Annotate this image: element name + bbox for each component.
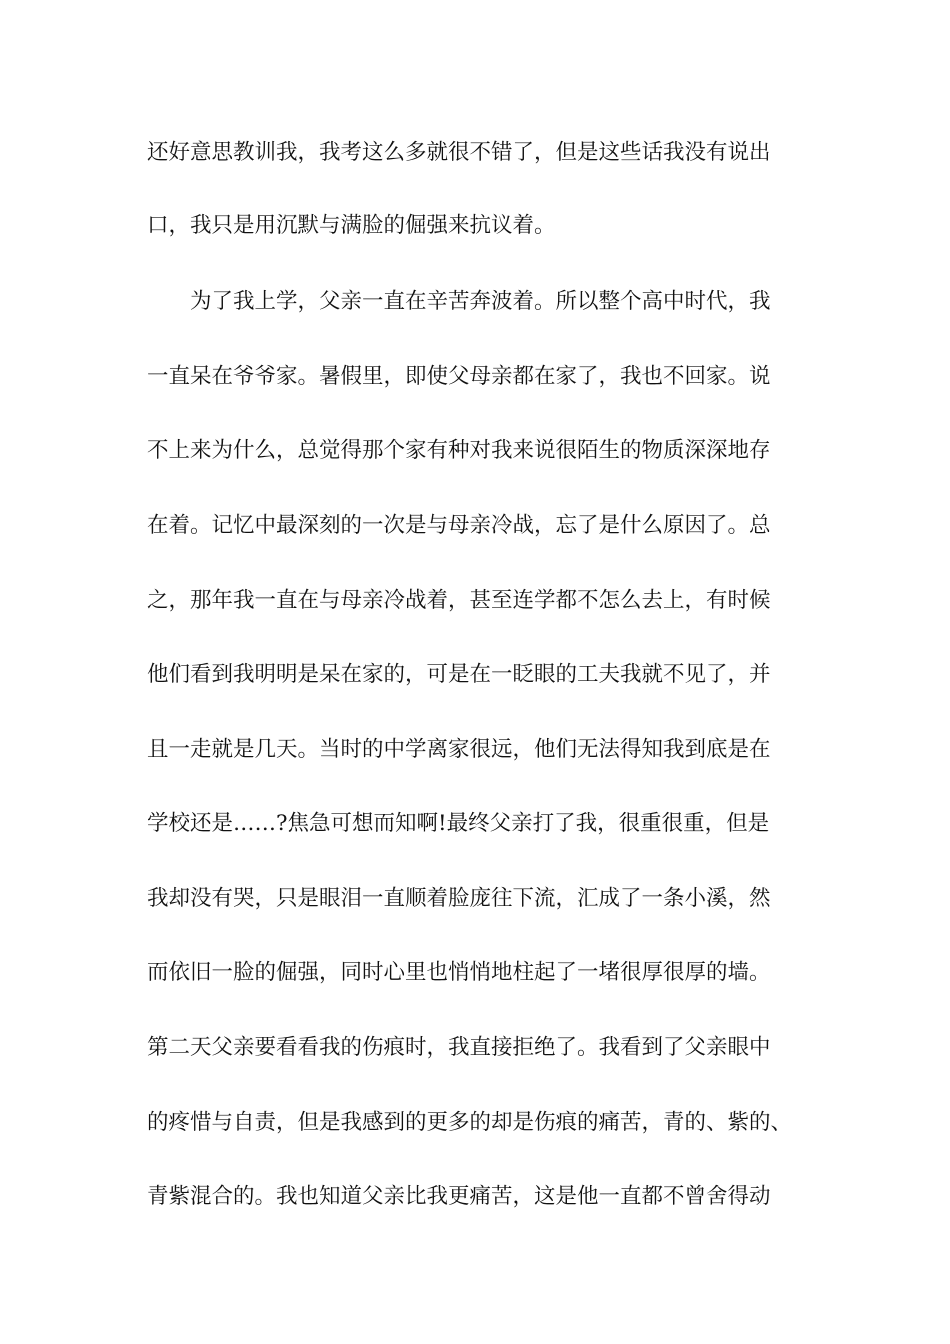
text-line-14: 的疼惜与自责，但是我感到的更多的却是伤痕的痛苦，青的、紫的、 (147, 1110, 793, 1135)
text-line-11: 我却没有哭，只是眼泪一直顺着脸庞往下流，汇成了一条小溪，然 (147, 886, 771, 911)
text-line-2: 口，我只是用沉默与满脸的倔强来抗议着。 (147, 213, 556, 238)
text-line-6: 在着。记忆中最深刻的一次是与母亲冷战，忘了是什么原因了。总 (147, 513, 771, 538)
text-line-9: 且一走就是几天。当时的中学离家很远，他们无法得知我到底是在 (147, 737, 771, 762)
text-line-7: 之，那年我一直在与母亲冷战着，甚至连学都不怎么去上，有时候 (147, 588, 771, 613)
paragraph-first-line: 为了我上学，父亲一直在辛苦奔波着。所以整个高中时代，我 (190, 289, 771, 314)
text-line-1: 还好意思教训我，我考这么多就很不错了，但是这些话我没有说出 (147, 140, 771, 165)
text-line-13: 第二天父亲要看看我的伤痕时，我直接拒绝了。我看到了父亲眼中 (147, 1035, 771, 1060)
text-line-4: 一直呆在爷爷家。暑假里，即使父母亲都在家了，我也不回家。说 (147, 364, 771, 389)
text-line-12: 而依旧一脸的倔强，同时心里也悄悄地柱起了一堵很厚很厚的墙。 (147, 960, 771, 985)
text-line-15: 青紫混合的。我也知道父亲比我更痛苦，这是他一直都不曾舍得动 (147, 1184, 771, 1209)
text-line-8: 他们看到我明明是呆在家的，可是在一眨眼的工夫我就不见了，并 (147, 662, 771, 687)
text-line-10: 学校还是……?焦急可想而知啊!最终父亲打了我，很重很重，但是 (147, 811, 770, 836)
text-line-5: 不上来为什么，总觉得那个家有种对我来说很陌生的物质深深地存 (147, 438, 771, 463)
